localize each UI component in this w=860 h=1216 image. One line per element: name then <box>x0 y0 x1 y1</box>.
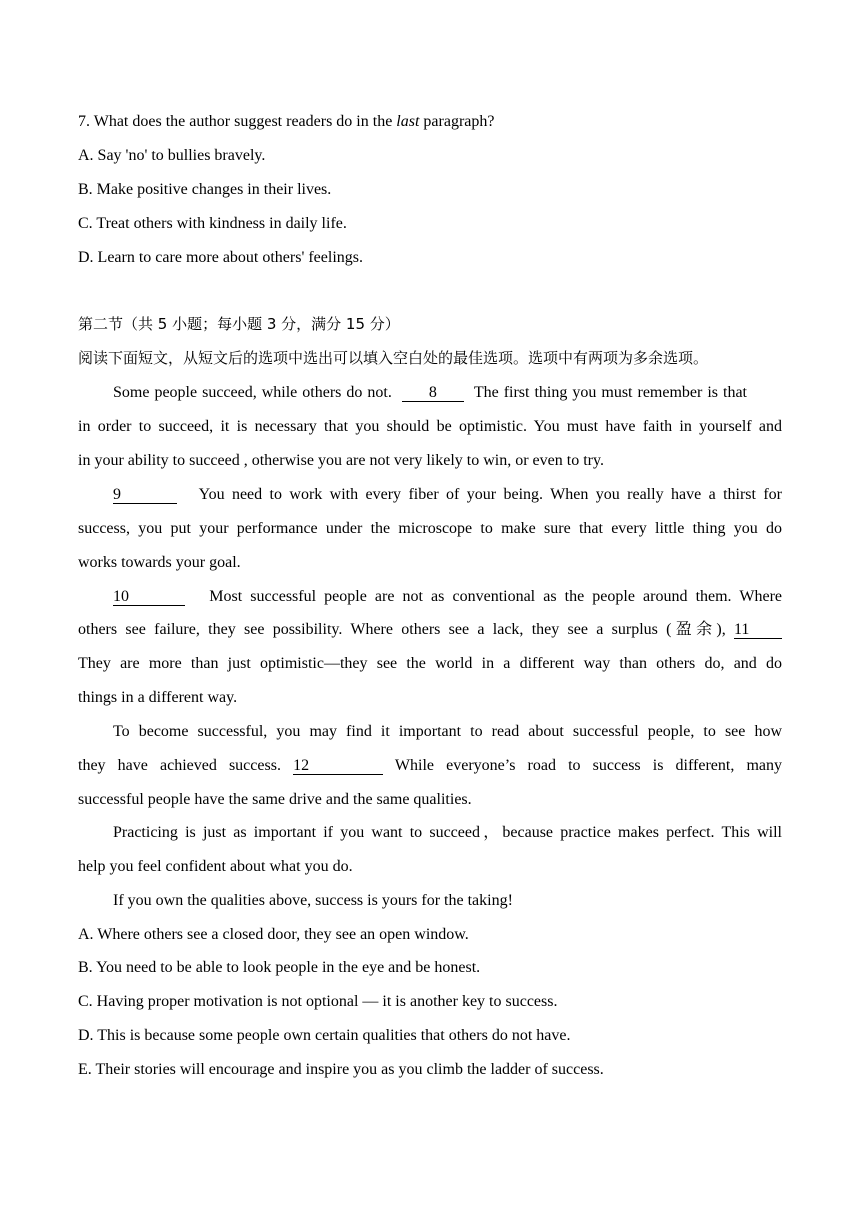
passage-line: in your ability to succeed , otherwise you are not very likely to win, or even to try. <box>78 452 604 469</box>
q7-option-a: A. Say 'no' to bullies bravely. <box>78 147 266 164</box>
stem-text: 7. What does the author suggest readers do in the <box>78 113 397 130</box>
passage-line: success, you put your performance under the microscope to make sure that every little thing you do <box>78 520 782 537</box>
question-7-stem <box>78 112 782 132</box>
passage-line: help you feel confident about what you do. <box>78 858 353 875</box>
passage-text: they have achieved success. <box>78 757 281 774</box>
passage-line: They are more than just optimistic—they see the world in a different way than others do, and do <box>78 655 782 672</box>
option-e: E. Their stories will encourage and inspire you as you climb the ladder of success. <box>78 1061 604 1078</box>
passage-text: Some people succeed, while others do not. <box>113 384 392 401</box>
passage-line: To become successful, you may find it important to read about successful people, to see how <box>113 723 782 740</box>
passage-line: things in a different way. <box>78 689 238 706</box>
blank-8[interactable]: 8 <box>402 384 464 402</box>
q7-option-b: B. Make positive changes in their lives. <box>78 181 332 198</box>
stem-emphasis: last <box>396 113 420 130</box>
passage-line: successful people have the same drive and the same qualities. <box>78 791 472 808</box>
passage-text: others see failure, they see possibility. Where others see a lack, they see a surplus (盈余), <box>78 621 726 638</box>
option-d: D. This is because some people own certain qualities that others do not have. <box>78 1027 571 1044</box>
section-instruction: 阅读下面短文，从短文后的选项中选出可以填入空白处的最佳选项。选项中有两项为多余选项。 <box>78 349 709 367</box>
passage-line: in order to succeed, it is necessary that you should be optimistic. You must have faith in yourself and <box>78 418 782 435</box>
passage-line: works towards your goal. <box>78 554 241 571</box>
blank-12[interactable]: 12 <box>293 757 383 775</box>
passage-line <box>78 620 782 640</box>
section-heading: 第二节（共 5 小题；每小题 3 分，满分 15 分） <box>78 315 400 333</box>
blank-9[interactable]: 9 <box>113 486 177 504</box>
blank-11[interactable]: 11 <box>734 621 782 639</box>
passage-line <box>113 587 782 607</box>
passage-line <box>113 485 782 505</box>
option-a: A. Where others see a closed door, they see an open window. <box>78 926 469 943</box>
q7-option-d: D. Learn to care more about others' feelings. <box>78 249 363 266</box>
passage-text: You need to work with every fiber of your being. When you really have a thirst for <box>198 486 783 503</box>
passage-text: Most successful people are not as conventional as the people around them. Where <box>209 588 782 605</box>
passage-line: Practicing is just as important if you want to succeed，because practice makes perfect. This will <box>113 824 782 841</box>
blank-10[interactable]: 10 <box>113 588 185 606</box>
passage-line <box>113 383 782 403</box>
option-b: B. You need to be able to look people in the eye and be honest. <box>78 959 481 976</box>
passage-text: The first thing you must remember is that <box>473 384 747 401</box>
option-c: C. Having proper motivation is not optional — it is another key to success. <box>78 993 558 1010</box>
passage-text: While everyone’s road to success is different, many <box>394 757 783 774</box>
passage-line: If you own the qualities above, success is yours for the taking! <box>113 892 513 909</box>
passage-line <box>78 756 782 776</box>
stem-text-end: paragraph? <box>419 113 495 130</box>
q7-option-c: C. Treat others with kindness in daily life. <box>78 215 347 232</box>
